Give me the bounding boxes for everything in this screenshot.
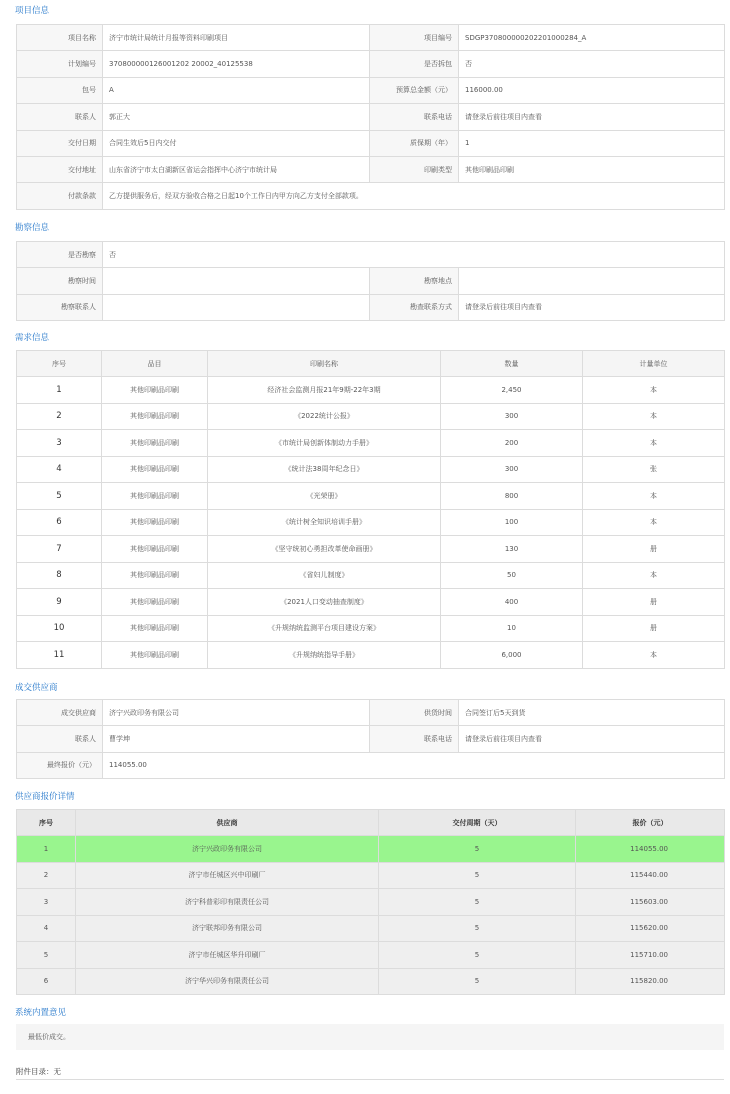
table-row <box>17 862 725 889</box>
table-cell: 其他印刷品印刷 <box>102 562 208 589</box>
table-cell: 3 <box>17 889 76 916</box>
table-cell: 115603.00 <box>576 889 725 916</box>
table-cell: 册 <box>583 589 725 616</box>
column-header: 计量单位 <box>583 351 725 377</box>
table-cell: 其他印刷品印刷 <box>102 615 208 642</box>
payment-terms: 乙方提供服务后，经双方验收合格之日起10个工作日内甲方向乙方支付全部款项。 <box>103 183 725 209</box>
table-cell: 其他印刷品印刷 <box>102 509 208 536</box>
table-cell: 114055.00 <box>576 836 725 863</box>
table-cell: 115710.00 <box>576 942 725 969</box>
label: 项目编号 <box>370 25 459 51</box>
column-header: 序号 <box>17 810 76 836</box>
plan-number: 370800000126001202 20002_40125538 <box>103 51 370 77</box>
table-cell: 册 <box>583 615 725 642</box>
winning-supplier-row <box>17 836 725 863</box>
table-row <box>17 456 725 483</box>
table-cell: 50 <box>441 562 583 589</box>
package-number: A <box>103 77 370 103</box>
table-cell: 5 <box>379 862 576 889</box>
section-title-opinion: 系统内置意见 <box>15 1008 67 1018</box>
table-cell: 其他印刷品印刷 <box>102 403 208 430</box>
table-cell: 本 <box>583 483 725 510</box>
table-row <box>17 968 725 995</box>
table-cell: 《2021人口变动抽查制度》 <box>208 589 441 616</box>
label: 勘察联系人 <box>17 294 103 320</box>
table-cell: 其他印刷品印刷 <box>102 589 208 616</box>
survey-info-table <box>16 241 725 321</box>
label: 是否拆包 <box>370 51 459 77</box>
label: 是否勘察 <box>17 242 103 268</box>
table-cell: 7 <box>17 536 102 563</box>
table-cell: 《升规纳统监测平台项目建设方案》 <box>208 615 441 642</box>
table-cell: 2 <box>17 862 76 889</box>
table-cell: 5 <box>379 968 576 995</box>
deal-contact: 曹学坤 <box>103 726 370 752</box>
label: 项目名称 <box>17 25 103 51</box>
table-row <box>17 430 725 457</box>
survey-contact-way: 请登录后前往项目内查看 <box>459 294 725 320</box>
table-cell: 经济社会监测月报21年9期-22年3期 <box>208 377 441 404</box>
table-cell: 《统计法38周年纪念日》 <box>208 456 441 483</box>
table-cell: 800 <box>441 483 583 510</box>
deal-supplier: 济宁兴政印务有限公司 <box>103 700 370 726</box>
delivery-address: 山东省济宁市太白湖新区省运会指挥中心济宁市统计局 <box>103 156 370 182</box>
section-title-deal: 成交供应商 <box>15 683 58 693</box>
table-cell: 济宁市任城区华升印刷厂 <box>76 942 379 969</box>
table-cell: 1 <box>17 836 76 863</box>
table-cell: 济宁兴政印务有限公司 <box>76 836 379 863</box>
table-cell: 6 <box>17 968 76 995</box>
table-cell: 3 <box>17 430 102 457</box>
table-cell: 9 <box>17 589 102 616</box>
label: 勘查联系方式 <box>370 294 459 320</box>
section-title-project: 项目信息 <box>15 6 50 16</box>
delivery-date: 合同生效后5日内交付 <box>103 130 370 156</box>
print-type: 其他印刷品印刷 <box>459 156 725 182</box>
label: 交付地址 <box>17 156 103 182</box>
table-row <box>17 589 725 616</box>
label: 勘察时间 <box>17 268 103 294</box>
table-cell: 100 <box>441 509 583 536</box>
attachment-list: 附件目录：无 <box>16 1066 724 1080</box>
final-price: 114055.00 <box>103 752 725 778</box>
table-cell: 5 <box>379 836 576 863</box>
table-cell: 115620.00 <box>576 915 725 942</box>
table-cell: 本 <box>583 642 725 669</box>
table-row <box>17 562 725 589</box>
project-name: 济宁市统计局统计月报等资料印刷项目 <box>103 25 370 51</box>
table-cell: 《坚守统初心勇担改革使命画册》 <box>208 536 441 563</box>
label: 计划编号 <box>17 51 103 77</box>
budget-total: 116000.00 <box>459 77 725 103</box>
table-cell: 200 <box>441 430 583 457</box>
label: 供货时间 <box>370 700 459 726</box>
table-row <box>17 536 725 563</box>
contact-phone: 请登录后前往项目内查看 <box>459 104 725 130</box>
split-package: 否 <box>459 51 725 77</box>
table-cell: 济宁联邦印务有限公司 <box>76 915 379 942</box>
requirement-table <box>16 350 725 669</box>
survey-contact <box>103 294 370 320</box>
label: 付款条款 <box>17 183 103 209</box>
table-cell: 其他印刷品印刷 <box>102 430 208 457</box>
label: 质保期（年） <box>370 130 459 156</box>
project-number: SDGP370800000202201000284_A <box>459 25 725 51</box>
table-cell: 6 <box>17 509 102 536</box>
survey-time <box>103 268 370 294</box>
column-header: 交付周期（天） <box>379 810 576 836</box>
survey-required: 否 <box>103 242 725 268</box>
table-cell: 5 <box>379 889 576 916</box>
table-row <box>17 915 725 942</box>
table-row <box>17 942 725 969</box>
supplier-quote-table <box>16 809 725 995</box>
survey-place <box>459 268 725 294</box>
table-cell: 115820.00 <box>576 968 725 995</box>
table-cell: 115440.00 <box>576 862 725 889</box>
label: 包号 <box>17 77 103 103</box>
table-row <box>17 377 725 404</box>
deal-supplier-table <box>16 699 725 779</box>
table-cell: 济宁市任城区兴中印刷厂 <box>76 862 379 889</box>
table-cell: 11 <box>17 642 102 669</box>
label: 联系人 <box>17 726 103 752</box>
column-header: 数量 <box>441 351 583 377</box>
table-cell: 5 <box>379 942 576 969</box>
column-header: 供应商 <box>76 810 379 836</box>
table-cell: 其他印刷品印刷 <box>102 483 208 510</box>
table-cell: 6,000 <box>441 642 583 669</box>
table-cell: 300 <box>441 456 583 483</box>
table-cell: 1 <box>17 377 102 404</box>
supply-time: 合同签订后5天到货 <box>459 700 725 726</box>
project-info-table <box>16 24 725 210</box>
table-cell: 《市统计局创新体制动力手册》 <box>208 430 441 457</box>
table-cell: 济宁华兴印务有限责任公司 <box>76 968 379 995</box>
table-cell: 册 <box>583 536 725 563</box>
table-cell: 2,450 <box>441 377 583 404</box>
label: 联系电话 <box>370 726 459 752</box>
table-cell: 《统计树全知识培训手册》 <box>208 509 441 536</box>
deal-phone: 请登录后前往项目内查看 <box>459 726 725 752</box>
table-cell: 5 <box>379 915 576 942</box>
table-cell: 5 <box>17 483 102 510</box>
table-cell: 张 <box>583 456 725 483</box>
table-cell: 其他印刷品印刷 <box>102 456 208 483</box>
contact-person: 郭正大 <box>103 104 370 130</box>
column-header: 印刷名称 <box>208 351 441 377</box>
column-header: 品目 <box>102 351 208 377</box>
label: 预算总金额（元） <box>370 77 459 103</box>
table-cell: 本 <box>583 562 725 589</box>
label: 最终报价（元） <box>17 752 103 778</box>
table-cell: 2 <box>17 403 102 430</box>
table-cell: 4 <box>17 456 102 483</box>
table-cell: 其他印刷品印刷 <box>102 536 208 563</box>
table-row <box>17 889 725 916</box>
table-row <box>17 403 725 430</box>
table-row <box>17 483 725 510</box>
table-cell: 130 <box>441 536 583 563</box>
table-row <box>17 509 725 536</box>
table-cell: 《省妇儿制度》 <box>208 562 441 589</box>
label: 联系电话 <box>370 104 459 130</box>
table-cell: 本 <box>583 430 725 457</box>
table-cell: 本 <box>583 403 725 430</box>
warranty-years: 1 <box>459 130 725 156</box>
label: 成交供应商 <box>17 700 103 726</box>
section-title-survey: 勘察信息 <box>15 223 50 233</box>
table-cell: 其他印刷品印刷 <box>102 642 208 669</box>
table-cell: 其他印刷品印刷 <box>102 377 208 404</box>
table-cell: 10 <box>17 615 102 642</box>
column-header: 报价（元） <box>576 810 725 836</box>
column-header: 序号 <box>17 351 102 377</box>
table-cell: 本 <box>583 509 725 536</box>
table-cell: 4 <box>17 915 76 942</box>
section-title-quotes: 供应商报价详情 <box>15 792 75 802</box>
table-row <box>17 642 725 669</box>
section-title-requirement: 需求信息 <box>15 333 50 343</box>
table-cell: 《2022统计公报》 <box>208 403 441 430</box>
table-cell: 300 <box>441 403 583 430</box>
table-row <box>17 615 725 642</box>
table-cell: 5 <box>17 942 76 969</box>
table-cell: 《升规纳统指导手册》 <box>208 642 441 669</box>
table-cell: 10 <box>441 615 583 642</box>
table-cell: 《光荣册》 <box>208 483 441 510</box>
table-cell: 8 <box>17 562 102 589</box>
table-cell: 本 <box>583 377 725 404</box>
label: 交付日期 <box>17 130 103 156</box>
table-cell: 济宁科普彩印有限责任公司 <box>76 889 379 916</box>
label: 印刷类型 <box>370 156 459 182</box>
table-cell: 400 <box>441 589 583 616</box>
system-opinion: 最低价成交。 <box>16 1024 724 1050</box>
label: 联系人 <box>17 104 103 130</box>
label: 勘察地点 <box>370 268 459 294</box>
